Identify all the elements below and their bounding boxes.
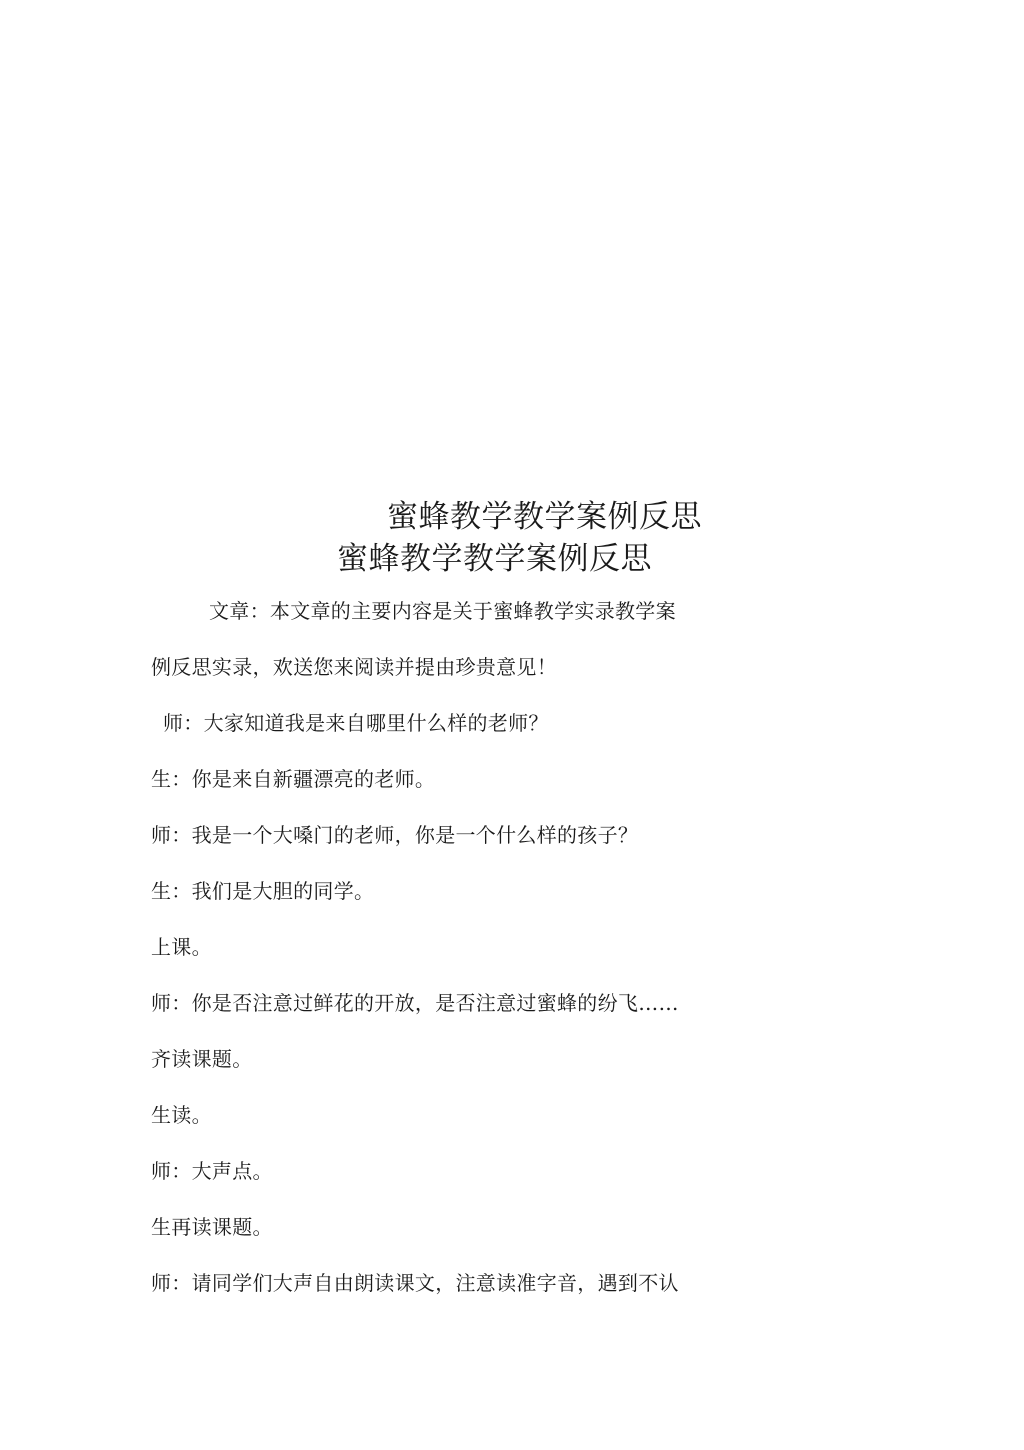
document-title-repeat: 蜜蜂教学教学案例反思 <box>337 541 652 577</box>
dialogue-line: 生读。 <box>151 1103 212 1127</box>
dialogue-line: 师：我是一个大嗓门的老师，你是一个什么样的孩子？ <box>151 823 639 847</box>
document-title: 蜜蜂教学教学案例反思 <box>387 499 702 535</box>
intro-paragraph-line-2: 例反思实录，欢送您来阅读并提由珍贵意见！ <box>151 655 557 679</box>
dialogue-line: 生再读课题。 <box>151 1215 273 1239</box>
intro-paragraph-line-1: 文章：本文章的主要内容是关于蜜蜂教学实录教学案 <box>209 599 676 623</box>
dialogue-line: 生：你是来自新疆漂亮的老师。 <box>151 767 436 791</box>
dialogue-line: 师：请同学们大声自由朗读课文，注意读准字音，遇到不认 <box>151 1271 679 1295</box>
dialogue-line: 生：我们是大胆的同学。 <box>151 879 375 903</box>
dialogue-line: 上课。 <box>151 935 212 959</box>
dialogue-line: 师：你是否注意过鲜花的开放，是否注意过蜜蜂的纷飞…… <box>151 991 679 1015</box>
dialogue-line: 齐读课题。 <box>151 1047 253 1071</box>
dialogue-line: 师：大声点。 <box>151 1159 273 1183</box>
dialogue-line: 师：大家知道我是来自哪里什么样的老师？ <box>163 711 549 735</box>
